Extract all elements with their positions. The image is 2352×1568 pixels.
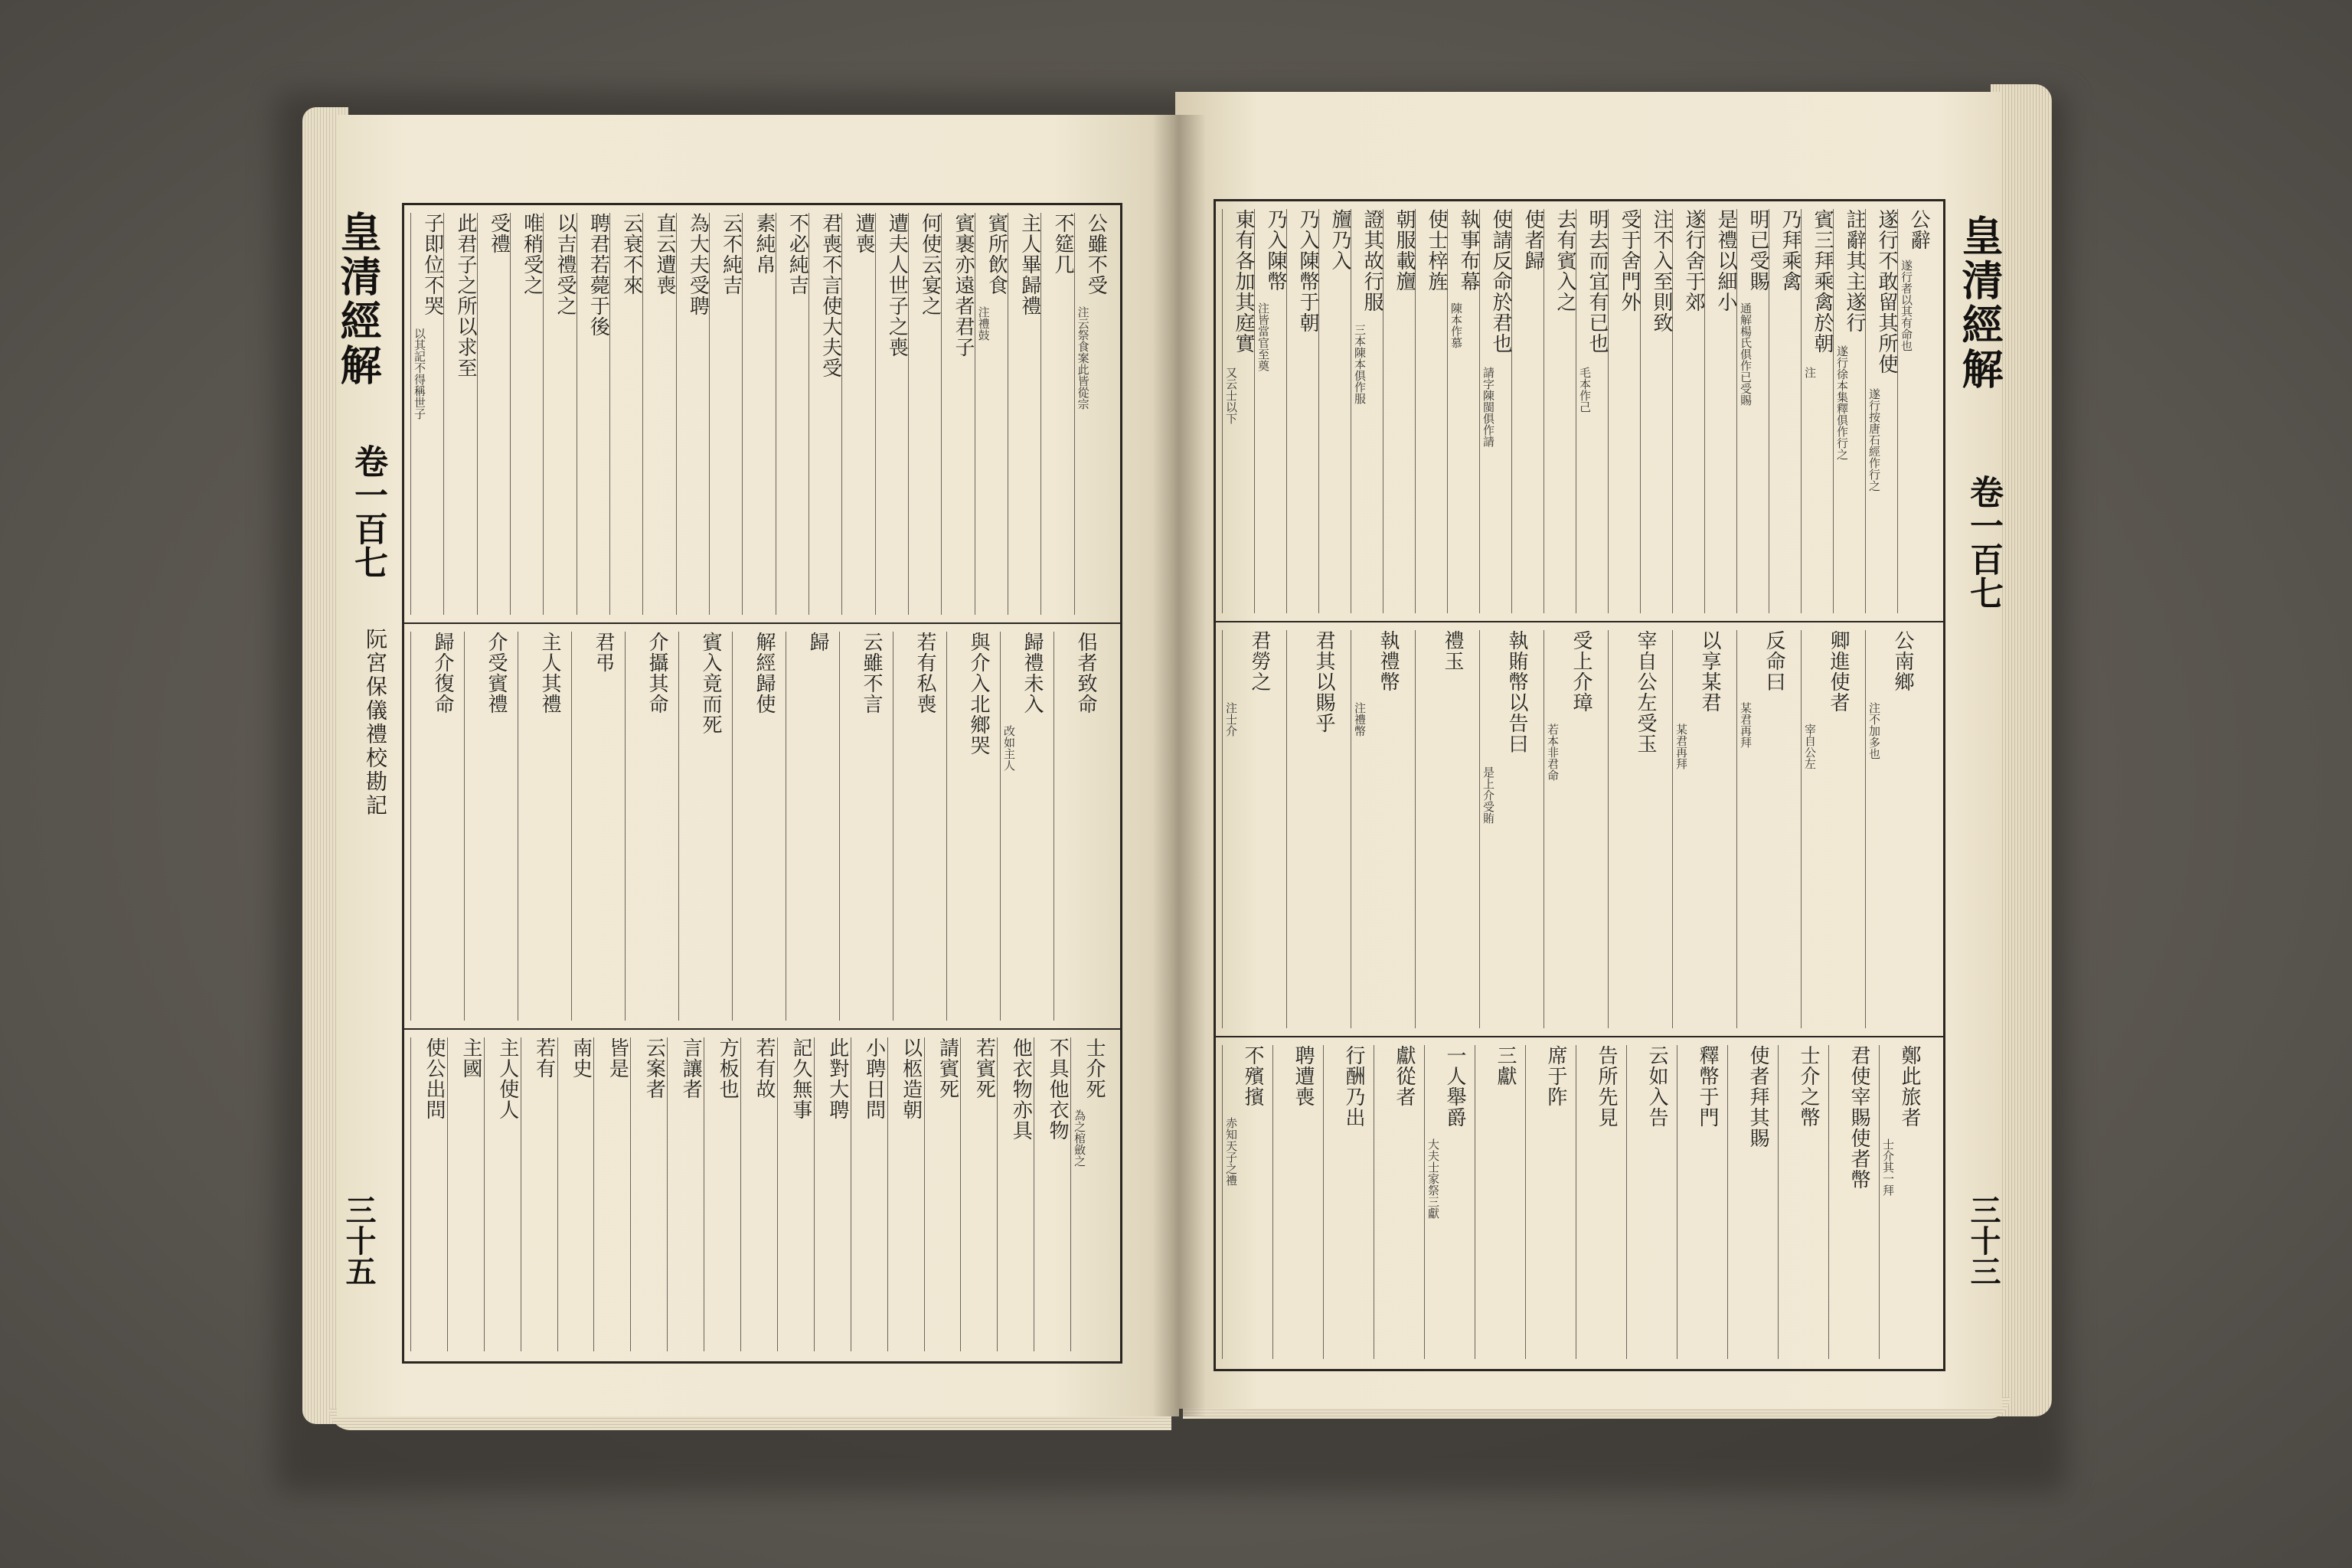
left-page-text-column: 使公出問 bbox=[422, 1037, 446, 1120]
left-page-text-column: 云衰不來 bbox=[619, 213, 643, 296]
right-page-text-column: 聘遭喪 bbox=[1292, 1045, 1315, 1107]
left-page-text-column: 若有故 bbox=[753, 1037, 776, 1099]
right-page-text-column: 君其以賜乎 bbox=[1312, 630, 1335, 733]
right-page-text-column: 卿進使者 bbox=[1827, 630, 1850, 713]
right-page-annotation-column: 通解楊氏俱作已受賜 bbox=[1739, 302, 1753, 406]
left-page-text-column: 遭夫人世子之喪 bbox=[885, 213, 909, 358]
right-page-annotation-column: 遂行按唐石經作行之 bbox=[1867, 388, 1881, 492]
left-page-text-column: 介受賓禮 bbox=[485, 632, 508, 714]
right-page-column-rule bbox=[1222, 1045, 1223, 1359]
right-page-text-column: 士介之幣 bbox=[1797, 1045, 1820, 1128]
left-page-text-column: 不必純吉 bbox=[786, 213, 809, 296]
right-page-text-column: 君使宰賜使者幣 bbox=[1847, 1045, 1870, 1190]
left-page-text-column: 請賓死 bbox=[936, 1037, 959, 1099]
left-page-text-column: 素純帛 bbox=[753, 213, 776, 275]
right-page-text-column: 執事布幕 bbox=[1457, 209, 1480, 292]
left-page-text-column: 此君子之所以求至 bbox=[454, 213, 477, 378]
right-page-text-column: 遂行舍于郊 bbox=[1682, 209, 1705, 312]
right-page-text-column: 以享某君 bbox=[1698, 630, 1721, 713]
left-page-text-column: 不筵几 bbox=[1051, 213, 1074, 275]
left-page-column-rule bbox=[571, 632, 572, 1021]
left-page-column-rule bbox=[1000, 632, 1001, 1021]
left-page-text-column: 為大夫受聘 bbox=[686, 213, 710, 316]
right-page-column-rule bbox=[1272, 1045, 1273, 1359]
left-page-text-column: 賓入竟而死 bbox=[699, 632, 722, 735]
right-page-text-column: 受上介璋 bbox=[1570, 630, 1592, 713]
right-page-text-column: 公辭 bbox=[1907, 209, 1930, 250]
left-folio: 三十五 bbox=[341, 1194, 377, 1286]
right-page-column-rule bbox=[1222, 209, 1223, 613]
right-band-divider-2 bbox=[1216, 1036, 1943, 1037]
left-page-text-column: 賓裹亦遠者君子 bbox=[952, 213, 975, 358]
right-page-text-column: 云如入告 bbox=[1645, 1045, 1668, 1128]
left-page-annotation-column: 為之棺斂之 bbox=[1073, 1109, 1087, 1167]
left-page-annotation-column: 注禮鼓 bbox=[976, 306, 991, 341]
right-page-text-column: 禮玉 bbox=[1441, 630, 1464, 671]
left-page-text-column: 何使云宴之 bbox=[918, 213, 942, 316]
left-page-column-rule bbox=[924, 1037, 925, 1351]
right-folio: 三十三 bbox=[1965, 1194, 2001, 1286]
right-page-text-column: 注不入至則致 bbox=[1650, 209, 1673, 333]
left-page-column-rule bbox=[447, 1037, 448, 1351]
right-page-text-column: 不殯擯 bbox=[1241, 1045, 1264, 1107]
left-page-text-column: 主人使人 bbox=[495, 1037, 519, 1120]
right-page-annotation-column: 宰自公左 bbox=[1803, 724, 1817, 769]
right-page-text-column: 明去而宜有已也 bbox=[1586, 209, 1609, 354]
left-page-column-rule bbox=[678, 632, 679, 1021]
left-page-text-column: 士介死 bbox=[1083, 1037, 1106, 1099]
right-page-text-column: 鄭此旅者 bbox=[1898, 1045, 1921, 1128]
right-page-column-rule bbox=[1879, 1045, 1880, 1359]
right-page-annotation-column: 大夫士家祭三獻 bbox=[1426, 1138, 1440, 1219]
left-page-text-column: 聘君若薨于後 bbox=[586, 213, 610, 337]
right-page-text-column: 行酬乃出 bbox=[1342, 1045, 1365, 1128]
left-page-column-rule bbox=[557, 1037, 558, 1351]
left-page-text-column: 以吉禮受之 bbox=[554, 213, 577, 316]
left-page-text-column: 歸介復命 bbox=[431, 632, 454, 714]
left-page-text-column: 記久無事 bbox=[789, 1037, 812, 1120]
right-page-text-column: 公南鄉 bbox=[1891, 630, 1914, 692]
left-page-text-column: 此對大聘 bbox=[825, 1037, 849, 1120]
right-page-text-column: 遂行不敢留其所使 bbox=[1875, 209, 1898, 374]
left-page-text-column: 南史 bbox=[569, 1037, 593, 1079]
right-page-text-column: 告所先見 bbox=[1595, 1045, 1618, 1128]
left-page-text-column: 言讓者 bbox=[679, 1037, 703, 1099]
left-page-column-rule bbox=[887, 1037, 888, 1351]
left-page-text-column: 若有私喪 bbox=[913, 632, 936, 714]
left-page-text-column: 方板也 bbox=[716, 1037, 740, 1099]
right-page-column-rule bbox=[1525, 1045, 1526, 1359]
right-page-annotation-column: 某君再拜 bbox=[1674, 724, 1688, 769]
right-page-text-column: 釋幣于門 bbox=[1696, 1045, 1719, 1128]
right-page-column-rule bbox=[1865, 630, 1866, 1028]
left-page-text-column: 皆是 bbox=[606, 1037, 629, 1079]
right-page-annotation-column: 注 bbox=[1803, 367, 1817, 378]
right-page-annotation-column: 注禮幣 bbox=[1353, 702, 1367, 737]
right-page-text-column: 乃拜乘禽 bbox=[1779, 209, 1802, 292]
left-page-column-rule bbox=[875, 213, 876, 615]
left-page-text-column: 不具他衣物 bbox=[1046, 1037, 1070, 1141]
right-page-text-column: 君勞之 bbox=[1248, 630, 1271, 692]
right-page-column-rule bbox=[1415, 630, 1416, 1028]
left-page-text-column: 若有 bbox=[532, 1037, 556, 1079]
right-page-column-rule bbox=[1672, 630, 1673, 1028]
right-page-column-rule bbox=[1736, 630, 1737, 1028]
left-page-annotation-column: 以其記不得稱世子 bbox=[413, 328, 426, 420]
left-page-annotation-column: 改如主人 bbox=[1002, 725, 1016, 771]
left-page-text-column: 賓所飲食 bbox=[985, 213, 1008, 296]
left-band-divider-1 bbox=[404, 622, 1120, 624]
left-page-text-column: 主人其禮 bbox=[538, 632, 561, 714]
left-page-column-rule bbox=[808, 213, 809, 615]
right-band-divider-1 bbox=[1216, 621, 1943, 622]
right-page-text-column: 東有各加其庭實 bbox=[1232, 209, 1255, 354]
left-page-annotation-column: 注云祭食案此皆從宗 bbox=[1076, 306, 1090, 410]
right-page-column-rule bbox=[1608, 630, 1609, 1028]
right-page-text-column: 反命曰 bbox=[1762, 630, 1785, 692]
right-page-column-rule bbox=[1479, 630, 1480, 1028]
left-page-text-column: 君喪不言使大夫受 bbox=[818, 213, 842, 378]
right-page-text-column: 使者拜其賜 bbox=[1746, 1045, 1769, 1148]
left-page-column-rule bbox=[410, 1037, 411, 1351]
left-page-text-column: 主國 bbox=[459, 1037, 482, 1079]
left-band-divider-2 bbox=[404, 1028, 1120, 1030]
left-page-text-column: 解經歸使 bbox=[753, 632, 776, 714]
left-page-column-rule bbox=[740, 1037, 741, 1351]
left-colophon: 阮宮保儀禮校勘記 bbox=[363, 628, 388, 818]
right-page-text-column: 註辭其主遂行 bbox=[1843, 209, 1866, 333]
right-page-annotation-column: 是上介受賄 bbox=[1481, 766, 1495, 824]
right-page-annotation-column: 又云士以下 bbox=[1224, 367, 1238, 424]
left-page-text-column: 歸 bbox=[806, 632, 829, 652]
right-page-column-rule bbox=[1727, 1045, 1728, 1359]
left-page-text-column: 佀者致命 bbox=[1074, 632, 1097, 714]
right-page-text-column: 執賄幣以告曰 bbox=[1505, 630, 1528, 754]
right-page-annotation-column: 毛本作己 bbox=[1578, 367, 1592, 413]
left-page-column-rule bbox=[777, 1037, 778, 1351]
left-page-column-rule bbox=[946, 632, 947, 1021]
right-page-annotation-column: 注不加多也 bbox=[1867, 702, 1881, 760]
left-page-text-column: 云雖不言 bbox=[860, 632, 883, 714]
right-page-text-column: 使者歸 bbox=[1521, 209, 1544, 271]
right-page-text-column: 三獻 bbox=[1494, 1045, 1517, 1086]
right-page-text-column: 旜乃入 bbox=[1328, 209, 1351, 271]
right-page-text-column: 宰自公左受玉 bbox=[1634, 630, 1657, 754]
right-page-annotation-column: 注皆當官至奠 bbox=[1256, 302, 1270, 371]
left-page-text-column: 君弔 bbox=[592, 632, 615, 673]
left-page-text-column: 遭喪 bbox=[852, 213, 875, 254]
left-page-text-column: 子即位不哭 bbox=[420, 213, 444, 316]
right-page-annotation-column: 注士介 bbox=[1224, 702, 1238, 737]
right-page-text-column: 證其故行服 bbox=[1361, 209, 1383, 312]
right-page-column-rule bbox=[1778, 1045, 1779, 1359]
right-margin-volume: 卷一百七 bbox=[1964, 475, 2003, 609]
right-page-annotation-column: 三本陳本俱作服 bbox=[1353, 324, 1367, 404]
right-page-text-column: 賓三拜乘禽於朝 bbox=[1811, 209, 1834, 354]
right-page-column-rule bbox=[1286, 630, 1287, 1028]
right-page-text-column: 執禮幣 bbox=[1377, 630, 1400, 692]
right-page-annotation-column: 若本非君命 bbox=[1546, 724, 1560, 781]
left-page-text-column: 云案者 bbox=[642, 1037, 666, 1099]
right-page-annotation-column: 遂行者以其有命也 bbox=[1900, 260, 1913, 351]
right-page-text-column: 一人舉爵 bbox=[1443, 1045, 1466, 1128]
left-page-column-rule bbox=[484, 1037, 485, 1351]
left-margin-title: 皇清經解 bbox=[334, 211, 383, 388]
left-page-column-rule bbox=[510, 213, 511, 615]
left-page-text-column: 介攝其命 bbox=[645, 632, 668, 714]
left-page-column-rule bbox=[609, 213, 610, 615]
left-page-column-rule bbox=[593, 1037, 594, 1351]
left-page-text-column: 唯稍受之 bbox=[520, 213, 544, 296]
right-page-annotation-column: 遂行徐本集釋俱作行之 bbox=[1835, 345, 1849, 460]
left-page-column-rule bbox=[960, 1037, 961, 1351]
right-page-annotation-column: 士介其一拜 bbox=[1881, 1138, 1895, 1196]
right-page-text-column: 使士梓旌 bbox=[1425, 209, 1448, 292]
left-page-text-column: 主人畢歸禮 bbox=[1018, 213, 1041, 316]
left-page-column-rule bbox=[410, 213, 411, 615]
right-page-text-column: 去有賓入之 bbox=[1553, 209, 1576, 312]
left-page-column-rule bbox=[410, 632, 411, 1021]
right-page-column-rule bbox=[1626, 1045, 1627, 1359]
left-page-column-rule bbox=[732, 632, 733, 1021]
right-page-text-column: 使請反命於君也 bbox=[1489, 209, 1512, 354]
right-page-annotation-column: 請字陳閩俱作請 bbox=[1481, 367, 1495, 447]
left-page-column-rule bbox=[667, 1037, 668, 1351]
left-page-column-rule bbox=[625, 632, 626, 1021]
left-page-text-column: 云不純吉 bbox=[719, 213, 743, 296]
right-page-annotation-column: 某君再拜 bbox=[1739, 702, 1753, 748]
left-page-column-rule bbox=[709, 213, 710, 615]
left-page-column-rule bbox=[464, 632, 465, 1021]
left-page-text-column: 直云遭喪 bbox=[653, 213, 676, 296]
right-page-text-column: 乃入陳幣于朝 bbox=[1296, 209, 1319, 333]
left-page-text-column: 與介入北鄉哭 bbox=[967, 632, 990, 756]
right-page-annotation-column: 赤知天子之禮 bbox=[1224, 1117, 1238, 1186]
right-margin-title: 皇清經解 bbox=[1955, 214, 2004, 392]
left-page-text-column: 若賓死 bbox=[972, 1037, 996, 1099]
left-page-column-rule bbox=[839, 632, 840, 1021]
right-page-text-column: 獻從者 bbox=[1393, 1045, 1416, 1107]
left-page-text-column: 公雖不受 bbox=[1084, 213, 1108, 296]
left-page-text-column: 歸禮未入 bbox=[1021, 632, 1044, 714]
right-page-text-column: 明已受賜 bbox=[1746, 209, 1769, 292]
right-page-column-rule bbox=[1222, 630, 1223, 1028]
right-page-text-column: 受于舍門外 bbox=[1618, 209, 1641, 312]
left-page-text-column: 受禮 bbox=[487, 213, 511, 254]
left-page-column-rule bbox=[908, 213, 909, 615]
right-page-text-column: 乃入陳幣 bbox=[1264, 209, 1287, 292]
right-page-text-column: 席于阼 bbox=[1544, 1045, 1567, 1107]
right-page-annotation-column: 陳本作慕 bbox=[1449, 302, 1463, 348]
left-page-text-column: 以柩造朝 bbox=[899, 1037, 923, 1120]
left-page-text-column: 小聘日問 bbox=[862, 1037, 886, 1120]
left-page-text-column: 他衣物亦具 bbox=[1009, 1037, 1033, 1141]
left-page-column-rule bbox=[1070, 1037, 1071, 1351]
right-page-column-rule bbox=[1323, 1045, 1324, 1359]
left-page-column-rule bbox=[997, 1037, 998, 1351]
right-page-column-rule bbox=[1828, 1045, 1829, 1359]
left-page-column-rule bbox=[630, 1037, 631, 1351]
left-page-column-rule bbox=[814, 1037, 815, 1351]
right-page-column-rule bbox=[1424, 1045, 1425, 1359]
left-margin-volume: 卷一百七 bbox=[348, 444, 387, 579]
right-page-text-column: 朝服載旜 bbox=[1393, 209, 1416, 292]
right-page-column-rule bbox=[1801, 630, 1802, 1028]
right-page-text-column: 是禮以細小 bbox=[1714, 209, 1737, 312]
book-gutter bbox=[1152, 115, 1206, 1416]
